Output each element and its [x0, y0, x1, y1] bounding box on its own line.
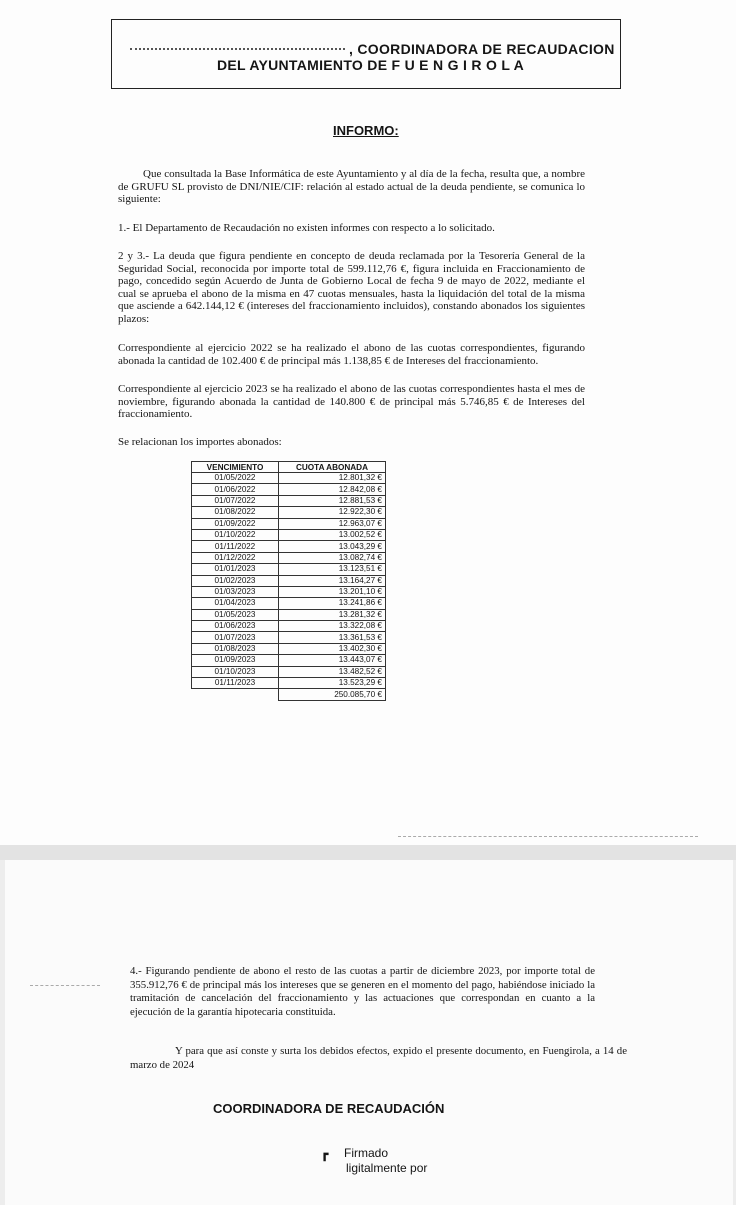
- point-2-3-paragraph: 2 y 3.- La deuda que figura pendiente en concepto de deuda reclamada por la Tesorería General de la Seguridad Social, reconocida por importe total de 599.112,76 €, figura incluida en Fraccionamiento de pago, concedido según Acuerdo de Junta de Gobierno Local de fecha 9 de mayo de 2022, mediante el cual se aprueba el abono de la misma en 47 cuotas mensuales, hasta la liquidación del total de la misma que asciende a 642.144,12 € (intereses del fraccionamiento incluidos), constando abonados los siguientes plazos:: [118, 250, 585, 325]
- cuota-cell: 13.361,53 €: [279, 632, 386, 643]
- intro-paragraph: Que consultada la Base Informática de este Ayuntamiento y al día de la fecha, resulta que, a nombre de GRUFU SL provisto de DNI/NIE/CIF: relación al estado actual de la deuda pendiente, se comunica lo siguiente:: [118, 168, 585, 205]
- table-row: [192, 484, 386, 495]
- cuota-cell: 13.443,07 €: [279, 655, 386, 666]
- page-separator: [0, 845, 736, 860]
- table-row: [192, 586, 386, 597]
- point-1-paragraph: 1.- El Departamento de Recaudación no existen informes con respecto a lo solicitado.: [118, 222, 495, 234]
- cuotas-table: [191, 461, 386, 701]
- cuota-cell: 13.002,52 €: [279, 529, 386, 540]
- document-title: INFORMO:: [333, 123, 399, 138]
- firma-line-2: ligitalmente por: [346, 1161, 428, 1175]
- vencimiento-cell: 01/05/2022: [192, 473, 279, 484]
- cuota-cell: 13.322,08 €: [279, 621, 386, 632]
- cuota-cell: 12.801,32 €: [279, 473, 386, 484]
- cuota-cell: 12.963,07 €: [279, 518, 386, 529]
- table-row: [192, 541, 386, 552]
- vencimiento-cell: 01/08/2022: [192, 507, 279, 518]
- column-header-vencimiento: VENCIMIENTO: [192, 462, 279, 473]
- table-row: [192, 609, 386, 620]
- signature-mark: ┏: [321, 1147, 329, 1161]
- page-2-left-dashes: [30, 985, 100, 986]
- total-row: [192, 689, 386, 700]
- cuota-cell: 13.402,30 €: [279, 643, 386, 654]
- importes-caption: Se relacionan los importes abonados:: [118, 436, 282, 448]
- table-row: [192, 473, 386, 484]
- cuota-cell: 13.281,32 €: [279, 609, 386, 620]
- vencimiento-cell: 01/05/2023: [192, 609, 279, 620]
- header-line-1: [130, 41, 615, 57]
- table-row: [192, 495, 386, 506]
- vencimiento-cell: 01/06/2022: [192, 484, 279, 495]
- cuota-cell: 13.123,51 €: [279, 564, 386, 575]
- column-header-cuota: CUOTA ABONADA: [279, 462, 386, 473]
- closing-paragraph: Y para que así conste y surta los debidos efectos, expido el presente documento, en Fuengirola, a 14 de marzo de 2024: [130, 1045, 627, 1071]
- cuota-cell: 13.164,27 €: [279, 575, 386, 586]
- table-row: [192, 507, 386, 518]
- vencimiento-cell: 01/12/2022: [192, 552, 279, 563]
- vencimiento-cell: 01/04/2023: [192, 598, 279, 609]
- vencimiento-cell: 01/07/2022: [192, 495, 279, 506]
- vencimiento-cell: 01/07/2023: [192, 632, 279, 643]
- table-row: [192, 552, 386, 563]
- point-4-paragraph: 4.- Figurando pendiente de abono el resto de las cuotas a partir de diciembre 2023, por importe total de 355.912,76 € de principal más los intereses que se generen en el momento del pago, habiéndose iniciado la tramitación de cancelación del fraccionamiento y las actuaciones que correspondan en cuanto a la ejecución de la garantía hipotecaria constituida.: [130, 965, 595, 1018]
- header-role: , COORDINADORA DE RECAUDACION: [349, 41, 615, 57]
- table-row: [192, 598, 386, 609]
- table-row: [192, 621, 386, 632]
- vencimiento-cell: 01/09/2022: [192, 518, 279, 529]
- table-row: [192, 518, 386, 529]
- redacted-name: [130, 48, 345, 53]
- cuota-cell: 13.482,52 €: [279, 666, 386, 677]
- vencimiento-cell: 01/10/2023: [192, 666, 279, 677]
- signature-title: COORDINADORA DE RECAUDACIÓN: [213, 1101, 445, 1116]
- page-1-bottom-dashes: [398, 836, 698, 837]
- cuota-cell: 12.881,53 €: [279, 495, 386, 506]
- total-blank-cell: [192, 689, 279, 700]
- vencimiento-cell: 01/02/2023: [192, 575, 279, 586]
- table-row: [192, 643, 386, 654]
- cuota-cell: 13.523,29 €: [279, 678, 386, 689]
- cuota-cell: 13.201,10 €: [279, 586, 386, 597]
- ejercicio-2022-paragraph: Correspondiente al ejercicio 2022 se ha realizado el abono de las cuotas correspondientes, figurando abonada la cantidad de 102.400 € de principal más 1.138,85 € de Intereses del fraccionamiento.: [118, 342, 585, 367]
- vencimiento-cell: 01/03/2023: [192, 586, 279, 597]
- vencimiento-cell: 01/08/2023: [192, 643, 279, 654]
- vencimiento-cell: 01/11/2023: [192, 678, 279, 689]
- total-cell: 250.085,70 €: [279, 689, 386, 700]
- cuota-cell: 12.922,30 €: [279, 507, 386, 518]
- ejercicio-2023-paragraph: Correspondiente al ejercicio 2023 se ha realizado el abono de las cuotas correspondientes hasta el mes de noviembre, figurando abonada la cantidad de 140.800 € de principal más 5.746,85 € de Intereses del fraccionamiento.: [118, 383, 585, 420]
- table-row: [192, 632, 386, 643]
- table-row: [192, 666, 386, 677]
- table-row: [192, 564, 386, 575]
- cuota-cell: 13.241,86 €: [279, 598, 386, 609]
- vencimiento-cell: 01/09/2023: [192, 655, 279, 666]
- vencimiento-cell: 01/10/2022: [192, 529, 279, 540]
- vencimiento-cell: 01/06/2023: [192, 621, 279, 632]
- vencimiento-cell: 01/11/2022: [192, 541, 279, 552]
- table-row: [192, 655, 386, 666]
- table-row: [192, 529, 386, 540]
- cuota-cell: 13.043,29 €: [279, 541, 386, 552]
- table-row: [192, 575, 386, 586]
- vencimiento-cell: 01/01/2023: [192, 564, 279, 575]
- firma-line-1: Firmado: [344, 1146, 389, 1160]
- table-row: [192, 678, 386, 689]
- cuota-cell: 13.082,74 €: [279, 552, 386, 563]
- cuota-cell: 12.842,08 €: [279, 484, 386, 495]
- header-line-2: DEL AYUNTAMIENTO DE F U E N G I R O L A: [217, 57, 525, 73]
